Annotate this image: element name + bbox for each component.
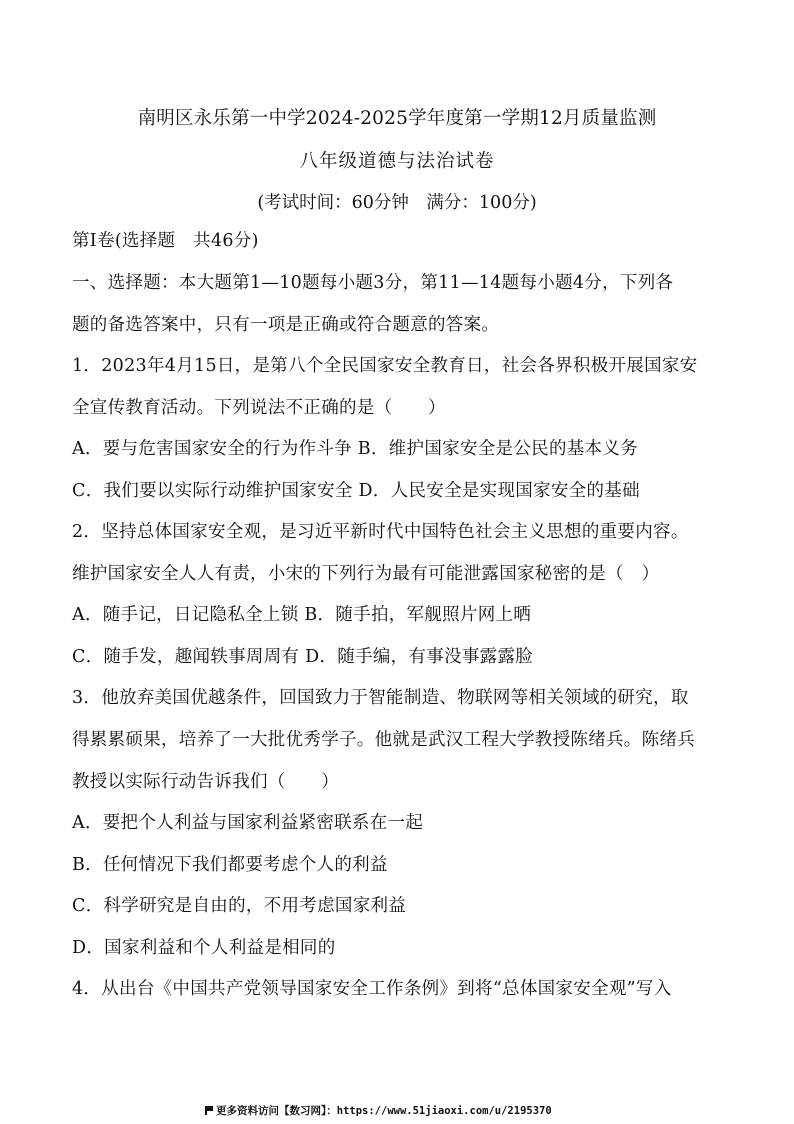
q3-stem-line-3: 教授以实际行动告诉我们（ ） bbox=[72, 772, 339, 792]
exam-time-info: (考试时间：60分钟 满分：100分) bbox=[257, 193, 537, 213]
exam-title: 南明区永乐第一中学2024-2025学年度第一学期12月质量监测 bbox=[137, 108, 657, 129]
q1-stem-line-1: 1．2023年4月15日，是第八个全民国家安全教育日，社会各界积极开展国家安 bbox=[72, 356, 698, 376]
q1-stem-line-2: 全宣传教育活动。下列说法不正确的是（ ） bbox=[72, 398, 446, 418]
q3-option-b: B．任何情况下我们都要考虑个人的利益 bbox=[72, 855, 388, 875]
q3-stem-line-2: 得累累硕果，培养了一大批优秀学子。他就是武汉工程大学教授陈绪兵。陈绪兵 bbox=[72, 730, 695, 750]
footer-prefix: 更多资料访问【数习网】： bbox=[216, 1105, 337, 1117]
part-label: 第Ⅰ卷(选择题 共46分) bbox=[72, 231, 259, 251]
q2-stem-line-1: 2．坚持总体国家安全观，是习近平新时代中国特色社会主义思想的重要内容。 bbox=[72, 522, 689, 542]
q2-stem-line-2: 维护国家安全人人有责，小宋的下列行为最有可能泄露国家秘密的是（ ） bbox=[72, 564, 660, 584]
q2-options-cd: C．随手发，趣闻轶事周周有 D．随手编，有事没事露露脸 bbox=[72, 647, 534, 667]
footer-promo bbox=[205, 1103, 552, 1118]
q1-options-cd: C．我们要以实际行动维护国家安全 D．人民安全是实现国家安全的基础 bbox=[72, 481, 640, 501]
q3-option-d: D．国家利益和个人利益是相同的 bbox=[72, 938, 336, 958]
q3-stem-line-1: 3．他放弃美国优越条件，回国致力于智能制造、物联网等相关领域的研究，取 bbox=[72, 688, 689, 708]
flag-icon bbox=[205, 1106, 213, 1115]
instruction-line-2: 题的备选答案中，只有一项是正确或符合题意的答案。 bbox=[72, 315, 500, 335]
exam-subtitle: 八年级道德与法治试卷 bbox=[299, 151, 495, 172]
q4-stem-line-1: 4．从出台《中国共产党领导国家安全工作条例》到将“总体国家安全观”写入 bbox=[72, 979, 672, 999]
q1-options-ab: A．要与危害国家安全的行为作斗争 B．维护国家安全是公民的基本义务 bbox=[72, 439, 638, 459]
footer-link[interactable]: https://www.51jiaoxi.com/u/2195370 bbox=[336, 1105, 552, 1117]
q3-option-c: C．科学研究是自由的，不用考虑国家利益 bbox=[72, 896, 407, 916]
instruction-line-1: 一、选择题：本大题第1—10题每小题3分，第11—14题每小题4分，下列各 bbox=[72, 273, 674, 293]
q3-option-a: A．要把个人利益与国家利益紧密联系在一起 bbox=[72, 813, 424, 833]
q2-options-ab: A．随手记，日记隐私全上锁 B．随手拍，军舰照片网上晒 bbox=[72, 605, 532, 625]
